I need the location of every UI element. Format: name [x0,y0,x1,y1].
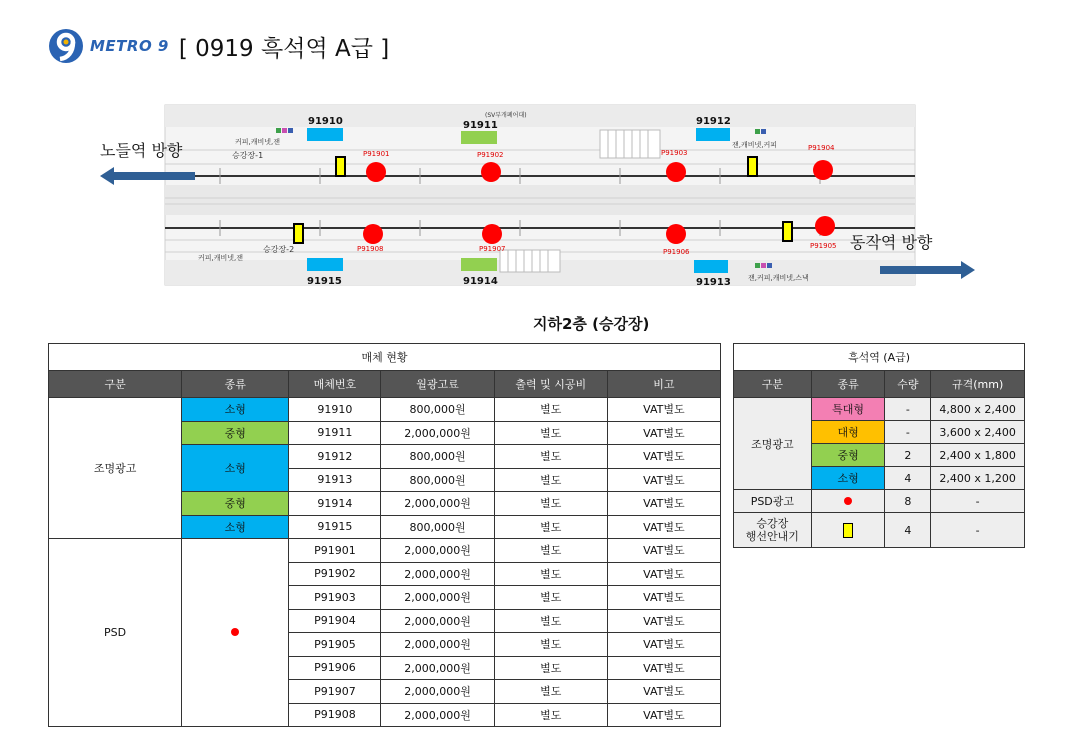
cell: 2,000,000원 [381,586,494,610]
cell: VAT별도 [607,562,720,586]
type-cell: 특대형 [811,398,885,421]
cell: VAT별도 [607,656,720,680]
psd-dot-p91908 [363,224,383,244]
cell: 800,000원 [381,445,494,469]
cell: - [885,398,931,421]
cell: P91906 [289,656,381,680]
psd-type-cell [182,539,289,727]
cell: 2 [885,444,931,467]
table-row [734,513,1025,548]
col-header: 규격(mm) [931,371,1025,398]
type-cell: 대형 [811,421,885,444]
table-row [734,490,1025,513]
group-cell: 승강장 행선안내기 [734,513,812,548]
group-cell: PSD광고 [734,490,812,513]
guide-box-1 [336,157,345,176]
cell: 별도 [494,421,607,445]
type-cell: 소형 [182,398,289,422]
direction-right-label: 동작역 방향 [850,233,933,252]
cell: 800,000원 [381,398,494,422]
cell: 별도 [494,680,607,704]
cell: 2,000,000원 [381,539,494,563]
type-cell: 소형 [811,467,885,490]
media-label-91912: 91912 [696,116,731,127]
table-row [49,398,721,422]
cell: 3,600 x 2,400 [931,421,1025,444]
media-status-table [48,343,721,727]
psd-dot-p91904 [813,160,833,180]
summary-table [733,343,1025,548]
shop-label-3: 커피,캐비넷,잰 [198,254,244,262]
type-cell: 중형 [811,444,885,467]
cell: 8 [885,490,931,513]
media-label-91911: 91911 [463,120,498,131]
type-cell: 소형 [182,445,289,492]
cell: 별도 [494,562,607,586]
platform-map [100,100,980,290]
media-box-91911 [461,131,497,144]
cell: VAT별도 [607,609,720,633]
cell: 별도 [494,468,607,492]
psd-type-cell [811,490,885,513]
cell: VAT별도 [607,421,720,445]
psd-label-p91906: P91906 [663,248,690,256]
cell: VAT별도 [607,539,720,563]
col-header: 매체번호 [289,371,381,398]
cell: 별도 [494,445,607,469]
col-header: 구분 [49,371,182,398]
guide-box-3 [294,224,303,243]
media-box-91910 [307,128,343,141]
summary-caption: 흑석역 (A급) [734,344,1025,371]
cell: 4 [885,513,931,548]
col-header: 종류 [811,371,885,398]
cell: 2,000,000원 [381,562,494,586]
cell: 2,000,000원 [381,656,494,680]
cell: P91902 [289,562,381,586]
shop-label-1: 커피,캐비넷,잰 [235,138,281,146]
psd-dot-p91902 [481,162,501,182]
cell: 별도 [494,398,607,422]
psd-label-p91908: P91908 [357,245,384,253]
guide-box-2 [748,157,757,176]
cell: 별도 [494,656,607,680]
cell: - [931,490,1025,513]
cell: 별도 [494,539,607,563]
logo-text: METRO 9 [90,37,169,55]
cell: VAT별도 [607,586,720,610]
cell: 800,000원 [381,515,494,539]
cell: - [931,513,1025,548]
psd-dot-p91907 [482,224,502,244]
group-cell: 조명광고 [734,398,812,490]
col-header: 출력 및 시공비 [494,371,607,398]
col-header: 구분 [734,371,812,398]
cell: P91908 [289,703,381,727]
cell: 91912 [289,445,381,469]
guide-box-4 [783,222,792,241]
cell: 별도 [494,492,607,516]
table-row [734,398,1025,421]
media-box-91912 [696,128,730,141]
cell: VAT별도 [607,515,720,539]
media-label-91915: 91915 [307,276,342,287]
psd-dot-icon [844,497,852,505]
upper-structure [165,105,915,127]
cell: VAT별도 [607,468,720,492]
cell: 2,000,000원 [381,609,494,633]
cell: 2,000,000원 [381,680,494,704]
cell: 별도 [494,586,607,610]
cell: VAT별도 [607,445,720,469]
psd-label-p91901: P91901 [363,150,390,158]
cell: 91910 [289,398,381,422]
col-header: 비고 [607,371,720,398]
psd-dot-p91901 [366,162,386,182]
cell: VAT별도 [607,680,720,704]
psd-dot-p91903 [666,162,686,182]
metro9-logo-icon [48,28,84,64]
section-title: 지하2층 (승강장) [533,315,650,333]
cell: P91901 [289,539,381,563]
cell: P91903 [289,586,381,610]
media-box-91913 [694,260,728,273]
psd-label-p91903: P91903 [661,149,688,157]
direction-left-label: 노들역 방향 [100,141,183,160]
col-header: 수량 [885,371,931,398]
cell: 2,400 x 1,800 [931,444,1025,467]
cell: 91915 [289,515,381,539]
cell: 별도 [494,633,607,657]
cell: 2,400 x 1,200 [931,467,1025,490]
cell: - [885,421,931,444]
media-label-91910: 91910 [308,116,343,127]
cell: 800,000원 [381,468,494,492]
col-header: 월광고료 [381,371,494,398]
media-status-caption: 매체 현황 [49,344,721,371]
cell: 4,800 x 2,400 [931,398,1025,421]
page-header [48,26,389,66]
cell: 91914 [289,492,381,516]
cell: P91907 [289,680,381,704]
cell: VAT별도 [607,492,720,516]
media-label-91913: 91913 [696,277,731,288]
psd-label-p91904: P91904 [808,144,835,152]
shop-label-4: 잰,커피,캐비넷,스낵 [748,274,809,282]
track-area [165,185,915,215]
media-label-91914: 91914 [463,276,498,287]
cell: 2,000,000원 [381,492,494,516]
page-title: [ 0919 흑석역 A급 ] [178,35,390,62]
psd-label-p91902: P91902 [477,151,504,159]
psd-dot-p91905 [815,216,835,236]
cell: P91904 [289,609,381,633]
cell: 91913 [289,468,381,492]
platform-label-1: 승강장-1 [232,151,264,160]
psd-dot-p91906 [666,224,686,244]
psd-label-p91907: P91907 [479,245,506,253]
cell: 별도 [494,609,607,633]
cell: 2,000,000원 [381,421,494,445]
cell: 4 [885,467,931,490]
guide-box-icon [843,523,853,538]
col-header: 종류 [182,371,289,398]
cell: VAT별도 [607,633,720,657]
group-cell: PSD [49,539,182,727]
cell: 별도 [494,703,607,727]
psd-dot-icon [231,628,239,636]
cell: VAT별도 [607,398,720,422]
table-row [49,539,721,563]
cell: P91905 [289,633,381,657]
media-box-91915 [307,258,343,271]
cell: 2,000,000원 [381,703,494,727]
psd-label-p91905: P91905 [810,242,837,250]
group-cell: 조명광고 [49,398,182,539]
shop-label-2: 잰,캐비넷,커피 [732,141,778,149]
type-cell: 소형 [182,515,289,539]
upper-note: (SV부개폐어대) [485,112,527,119]
cell: 별도 [494,515,607,539]
cell: 91911 [289,421,381,445]
type-cell: 중형 [182,421,289,445]
platform-label-2: 승강장-2 [263,245,295,254]
cell: VAT별도 [607,703,720,727]
media-box-91914 [461,258,497,271]
type-cell: 중형 [182,492,289,516]
cell: 2,000,000원 [381,633,494,657]
guide-type-cell [811,513,885,548]
